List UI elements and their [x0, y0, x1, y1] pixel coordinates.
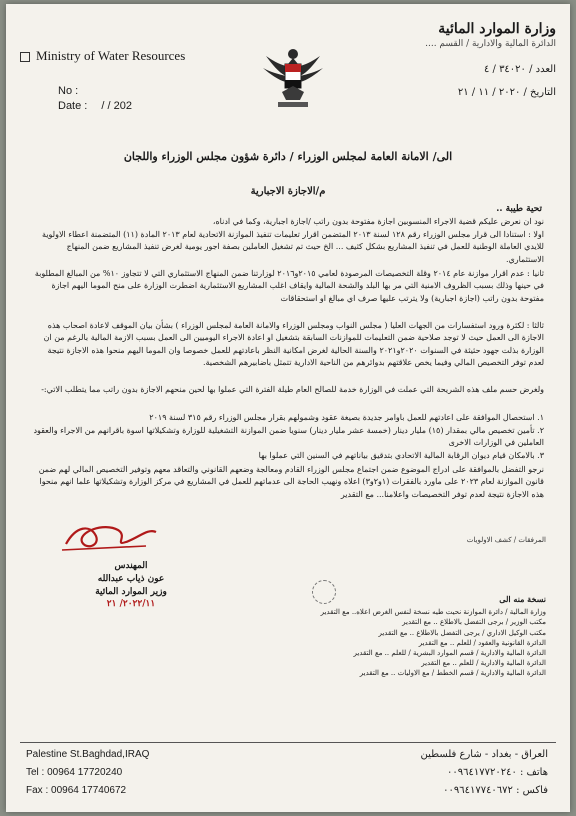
ministry-name-english — [20, 48, 185, 64]
footer-fax-en: Fax : 00964 17740672 — [26, 785, 127, 796]
paragraph-intro: نود ان نعرض عليكم قضية الاجراء المنسوبين اجازة مفتوحة بدون راتب /اجازة اجبارية، وكما في ادناه، — [212, 217, 544, 226]
department-name-ar: الدائرة المالية والادارية / القسم .... — [425, 39, 556, 49]
footer-address-ar: العراق - بغداد - شارع فلسطين — [420, 749, 548, 760]
copy-item: مكتب الوكيل الاداري / يرجى التفضل بالاطلاع .. مع التقدير — [378, 628, 546, 637]
copy-item: الدائرة القانونية والعقود / للعلم .. مع التقدير — [418, 638, 546, 647]
ministry-name-ar: وزارة الموارد المائية — [438, 21, 556, 37]
copy-item: مكتب الوزير / برجى التفضل بالاطلاع .. مع التقدير — [402, 618, 546, 627]
request-item-1: ١. استحصال الموافقة على اعادتهم للعمل باوامر جديدة بصيغة عقود وشمولهم بقرار مجلس الوزراء رقم ٣١٥ لسنة ٢٠١٩ — [149, 413, 544, 422]
copy-item: الدائرة المالية والادارية / قسم الخطط / مع الاوليات .. مع التقدير — [359, 669, 546, 678]
request-item-2: ٢. تأمين تخصيص مالي بمقدار (١٥) مليار دينار (خمسة عشر مليار دينار) سنويا ضمن الموازنة التشغيلية للوزارة وتشكيلاتها اسوة باقرانهم من الاجراء والعقود العاملين في الوزارات الاخرى — [33, 426, 544, 448]
reference-date-ar: التاريخ / ٢٠٢٠ / ١١ / ٢١ — [457, 87, 556, 98]
paragraph-closing: نرجو التفضل بالموافقة على ادراج الموضوع ضمن اجتماع مجلس الوزراء القادم ومعالجة وضعهم القانوني والتعاقد معهم وتوفير التخصيص المالي لهم ضمن قانون الموازنة لعام ٢٠٢٣ على ماورد بالفقرات (١و٢و٣) اعلاه ونهيب الحاجة الى عدماتهم للعمل في المشاريع في مركز الوزارة وتشكيلاتها علما انهم منحوا هذه الاجازة نتيجة لعدم توفر التخصيصات واعلامنا... مع التقدير — [38, 465, 544, 499]
date-field — [58, 99, 132, 114]
signature-block — [46, 516, 216, 609]
footer-contact-english — [26, 746, 149, 800]
paragraph-purpose: ولغرض حسم ملف هذه الشريحة التي عملت في الوزارة خدمة للصالح العام طيلة الفترة التي عملوا بها لحين منحهم الاجازة بدون راتب مما يتطلب الاتي:- — [41, 385, 544, 394]
paragraph-first: اولا : استنادا الى قرار مجلس الوزراء رقم ١٢٨ لسنة ٢٠١٣ المتضمن اقرار تعليمات تنفيذ الموازنة الاتحادية لعام ٢٠١٣ المادة (١١) المتضمنة اعطاء الاولوية للايدي العاملة الوطنية للعمل في تنفيذ المشاريع بشكل كثيف ... الخ حيث تم تشغيل العاملين بصفة اجور يومية لغرض تنفيذ المشاريع ضمن المنهاج الاستثماري. — [42, 230, 544, 264]
footer-fax-ar: فاكس : ٠٠٩٦٤١٧٧٤٠٦٧٢ — [443, 785, 548, 796]
attachments-line: المرفقات / كشف الاولويات — [466, 536, 546, 544]
handwritten-signature-icon — [56, 516, 166, 556]
addressee-line: الى/ الامانة العامة لمجلس الوزراء / دائرة شؤون مجلس الوزراء واللجان — [123, 150, 453, 163]
copy-item: الدائرة المالية والادارية / للعلم .. مع التقدير — [421, 659, 546, 668]
ministry-header-arabic — [376, 22, 556, 100]
greeting-line: تحية طيبة .. — [496, 204, 542, 214]
reference-block-english — [58, 84, 132, 114]
copy-item: الدائرة المالية والادارية / قسم الموارد البشرية / للعلم .. مع التقدير — [353, 649, 546, 658]
footer-contact-arabic — [420, 746, 548, 800]
number-field — [58, 84, 132, 99]
copy-item: وزارة المالية / دائرة الموازنة نحيت طيه نسخة لنفس الغرض اعلاه.. مع التقدير — [320, 608, 546, 617]
date-label: Date : — [58, 100, 88, 112]
footer-tel-ar: هاتف : ٠٠٩٦٤١٧٧٢٠٢٤٠ — [446, 767, 548, 778]
copies-heading: نسخة منه الى — [499, 594, 546, 604]
paragraph-third: ثالثا : لكثرة ورود استفسارات من الجهات العليا ( مجلس النواب ومجلس الوزراء والامانة العامة لمجلس الوزراء ) بشأن بيان الموقف لاعادة اصحاب هذه الاجازة الى العمل حيث لا توجد صلاحية ضمن التعليمات للموازنات السابقة بتشغيل او اعادة الاجراء اليوميين الى العمل بسبب الازمة المالية بالرغم من ان الوزارة بذلت جهود حثيثة في السنوات ٢٠٢٠و٢٠٢١ والسنة الحالية لغرض امكانية النظر باعادتهم للعمل خصوصا وان الموما اليهم منحوا هذه الاجازة نتيجة لعدم توفر التخصيص المالي وفيما يخص علاقتهم بدوائرهم من الناحية الادارية تتمثل باضابيرهم الشخصية. — [43, 321, 544, 368]
number-label: No : — [58, 85, 79, 97]
letter-sheet — [6, 4, 570, 812]
footer-address-en: Palestine St.Baghdad,IRAQ — [26, 749, 150, 760]
checkbox-mark-icon — [20, 52, 30, 62]
footer-tel-en: Tel : 00964 17720240 — [26, 767, 123, 778]
signatory-title: المهندس — [114, 561, 148, 571]
reference-number-ar: العدد / ٣٤٠٢٠ / ٤ — [483, 64, 556, 75]
signatory-position: وزير الموارد المائية — [95, 587, 167, 597]
paragraph-second: ثانيا : عدم اقرار موازنة عام ٢٠١٤ وقلة التخصيصات المرصودة لعامي ٢٠١٥و٢٠١٦ لوزارتنا ضمن المنهاج الاستثماري التي لا تتجاوز ١٠% من المبالغ المطلوبة في حينها وذلك بسبب الظروف الامنية التي مر بها البلد والشحة المالية وايقاف اغلب المشاريع الاستثمارية اضطرت الوزارة على منح الموما اليهم اجازة مفتوحة بدون راتب (اجازة اجبارية) ولا يترتب عليها صرف اي مبالغ او استحقاقات — [34, 269, 544, 303]
date-value: / / 202 — [101, 100, 132, 112]
iraq-eagle-emblem-icon — [258, 42, 328, 112]
subject-line: م/الاجازة الاجبارية — [250, 186, 326, 197]
ministry-name-en-text: Ministry of Water Resources — [36, 48, 186, 63]
signature-date: ٢٠٢٢/١١/ ٢١ — [106, 599, 156, 609]
signatory-name: عون ذياب عبدالله — [97, 574, 165, 584]
footer-divider — [20, 742, 556, 743]
request-item-3: ٣. بالامكان قيام ديوان الرقابة المالية الاتحادي بتدقيق بياناتهم في السنين التي عملوا بها — [258, 451, 544, 460]
copies-list — [246, 594, 546, 679]
